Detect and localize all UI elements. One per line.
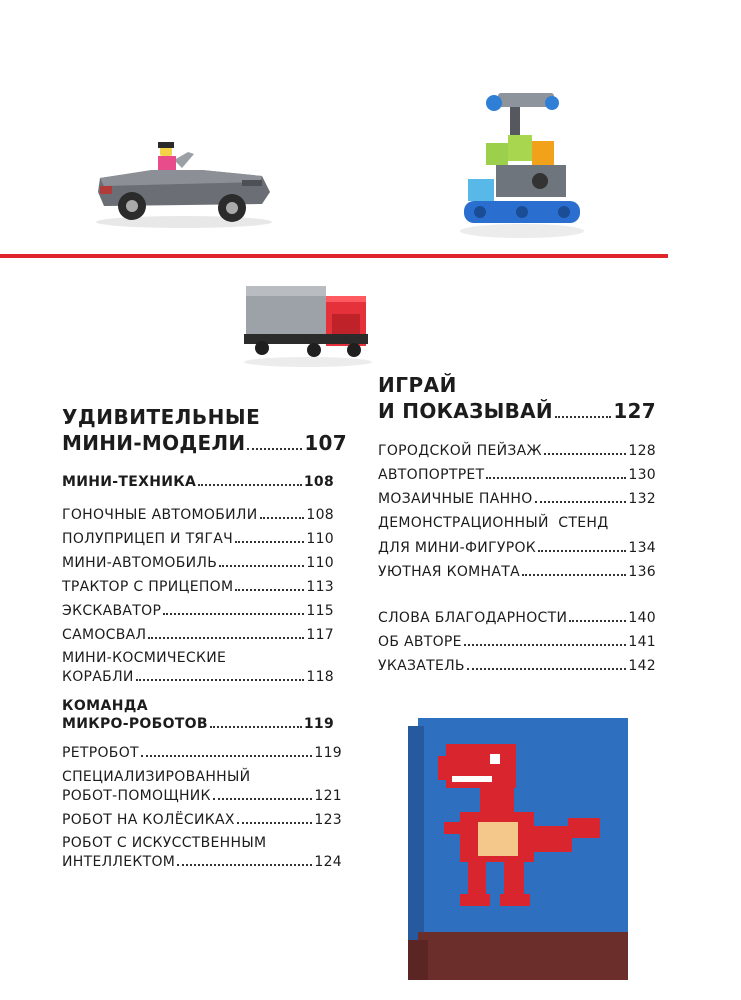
red-divider-line — [0, 254, 668, 258]
toc-entry[interactable]: МИНИ-АВТОМОБИЛЬ 110 — [62, 555, 334, 571]
toc-entry[interactable]: КОРАБЛИ 118 — [62, 669, 334, 685]
dinosaur-mosaic-image — [408, 718, 630, 980]
page-number: 107 — [304, 431, 347, 455]
leader-dots — [555, 416, 611, 418]
toc-entry[interactable]: ДЛЯ МИНИ-ФИГУРОК 134 — [378, 540, 656, 556]
toc-entry[interactable]: МОЗАИЧНЫЕ ПАННО 132 — [378, 491, 656, 507]
toc-entry-line1[interactable]: ДЕМОНСТРАЦИОННЫЙ СТЕНД — [378, 515, 609, 531]
toc-entry[interactable]: АВТОПОРТРЕТ 130 — [378, 467, 656, 483]
subsection-title-micro-robots[interactable]: КОМАНДА МИКРО-РОБОТОВ 119 — [62, 698, 334, 732]
page-number: 127 — [613, 399, 656, 423]
toc-entry[interactable]: ТРАКТОР С ПРИЦЕПОМ 113 — [62, 579, 334, 595]
toc-entry[interactable]: УЮТНАЯ КОМНАТА 136 — [378, 564, 656, 580]
toc-entry-line1[interactable]: МИНИ-КОСМИЧЕСКИЕ — [62, 650, 227, 666]
toc-entry-mini-technique[interactable]: МИНИ-ТЕХНИКА 108 — [62, 474, 334, 490]
section-title-mini-models — [62, 404, 347, 456]
toc-entry[interactable]: РОБОТ НА КОЛЁСИКАХ 123 — [62, 812, 342, 828]
truck-model-image — [240, 280, 375, 368]
toc-entry-line1[interactable]: СПЕЦИАЛИЗИРОВАННЫЙ — [62, 769, 251, 785]
toc-entry[interactable]: ЭКСКАВАТОР 115 — [62, 603, 334, 619]
toc-entry[interactable]: ОБ АВТОРЕ 141 — [378, 634, 656, 650]
toc-entry[interactable]: РОБОТ-ПОМОЩНИК 121 — [62, 788, 342, 804]
toc-entry[interactable]: САМОСВАЛ 117 — [62, 627, 334, 643]
toc-entry[interactable]: СЛОВА БЛАГОДАРНОСТИ 140 — [378, 610, 656, 626]
section-title-line1: ИГРАЙ — [378, 373, 457, 397]
section-title-line2: И ПОКАЗЫВАЙ — [378, 399, 553, 423]
toc-entry-line1[interactable]: РОБОТ С ИСКУССТВЕННЫМ — [62, 835, 267, 851]
toc-entry[interactable]: ПОЛУПРИЦЕП И ТЯГАЧ 110 — [62, 531, 334, 547]
toc-entry[interactable]: ИНТЕЛЛЕКТОМ 124 — [62, 854, 342, 870]
toc-entry[interactable]: РЕТРОБОТ 119 — [62, 745, 342, 761]
toc-entry[interactable]: ГОРОДСКОЙ ПЕЙЗАЖ 128 — [378, 443, 656, 459]
section-title-line2: МИНИ-МОДЕЛИ — [62, 431, 246, 455]
toc-entry[interactable]: УКАЗАТЕЛЬ 142 — [378, 658, 656, 674]
section-title-line1: УДИВИТЕЛЬНЫЕ — [62, 405, 261, 429]
leader-dots — [247, 448, 302, 450]
toc-entry[interactable]: ГОНОЧНЫЕ АВТОМОБИЛИ 108 — [62, 507, 334, 523]
car-model-image — [92, 140, 277, 230]
robot-model-image — [450, 85, 590, 240]
section-title-play-and-show — [378, 372, 656, 424]
